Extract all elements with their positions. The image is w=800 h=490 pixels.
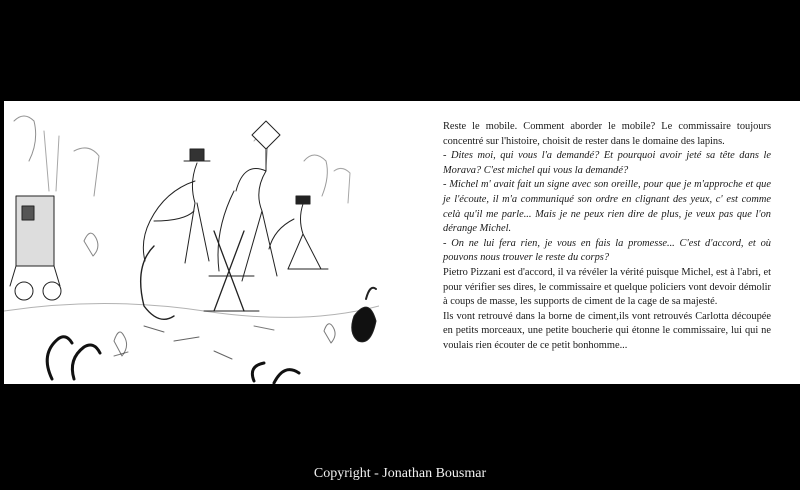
story-text [443, 120, 771, 354]
paragraph-1: Reste le mobile. Comment aborder le mobile? Le commissaire toujours concentré sur l'histoire, choisit de rester dans le domaine des lapins. [443, 121, 771, 147]
ink-drawing-figures-illustration [4, 101, 379, 384]
copyright-caption: Copyright - Jonathan Bousmar [313, 466, 487, 481]
illustration [4, 101, 379, 384]
paragraph-3: Ils vont retrouvé dans la borne de ciment,ils vont retrouvés Carlotta découpée en petits morceaux, une petite boucherie qui étonne le commissaire, lui qui ne voulais rien écouter de ce petit bonhomme... [443, 310, 771, 351]
dialogue-1: - Dites moi, qui vous l'a demandé? Et pourquoi avoir jeté sa tête dans le Morava? C'est michel qui vous la demandé? [443, 150, 771, 176]
dialogue-3: - On ne lui fera rien, je vous en fais la promesse... C'est d'accord, et où pouvons nous trouver le reste du corps? [443, 237, 771, 264]
book-page-spread [4, 101, 800, 384]
paragraph-2: Pietro Pizzani est d'accord, il va révéler la vérité puisque Michel, est à l'abri, et pour vérifier ses dires, le commissaire et quelque policiers vont devoir démolir à coups de masse, les supports de ciment de la cage de sa majesté. [443, 266, 771, 308]
dialogue-2: - Michel m' avait fait un signe avec son oreille, pour que je m'approche et que je l'écoute, il m'a communiqué son ordre en clignant des yeux, c' est comme celà qu'il me parle... Mais je ne peux rien dire de plus, je veux pas que l'on dérange Michel. [443, 179, 771, 235]
